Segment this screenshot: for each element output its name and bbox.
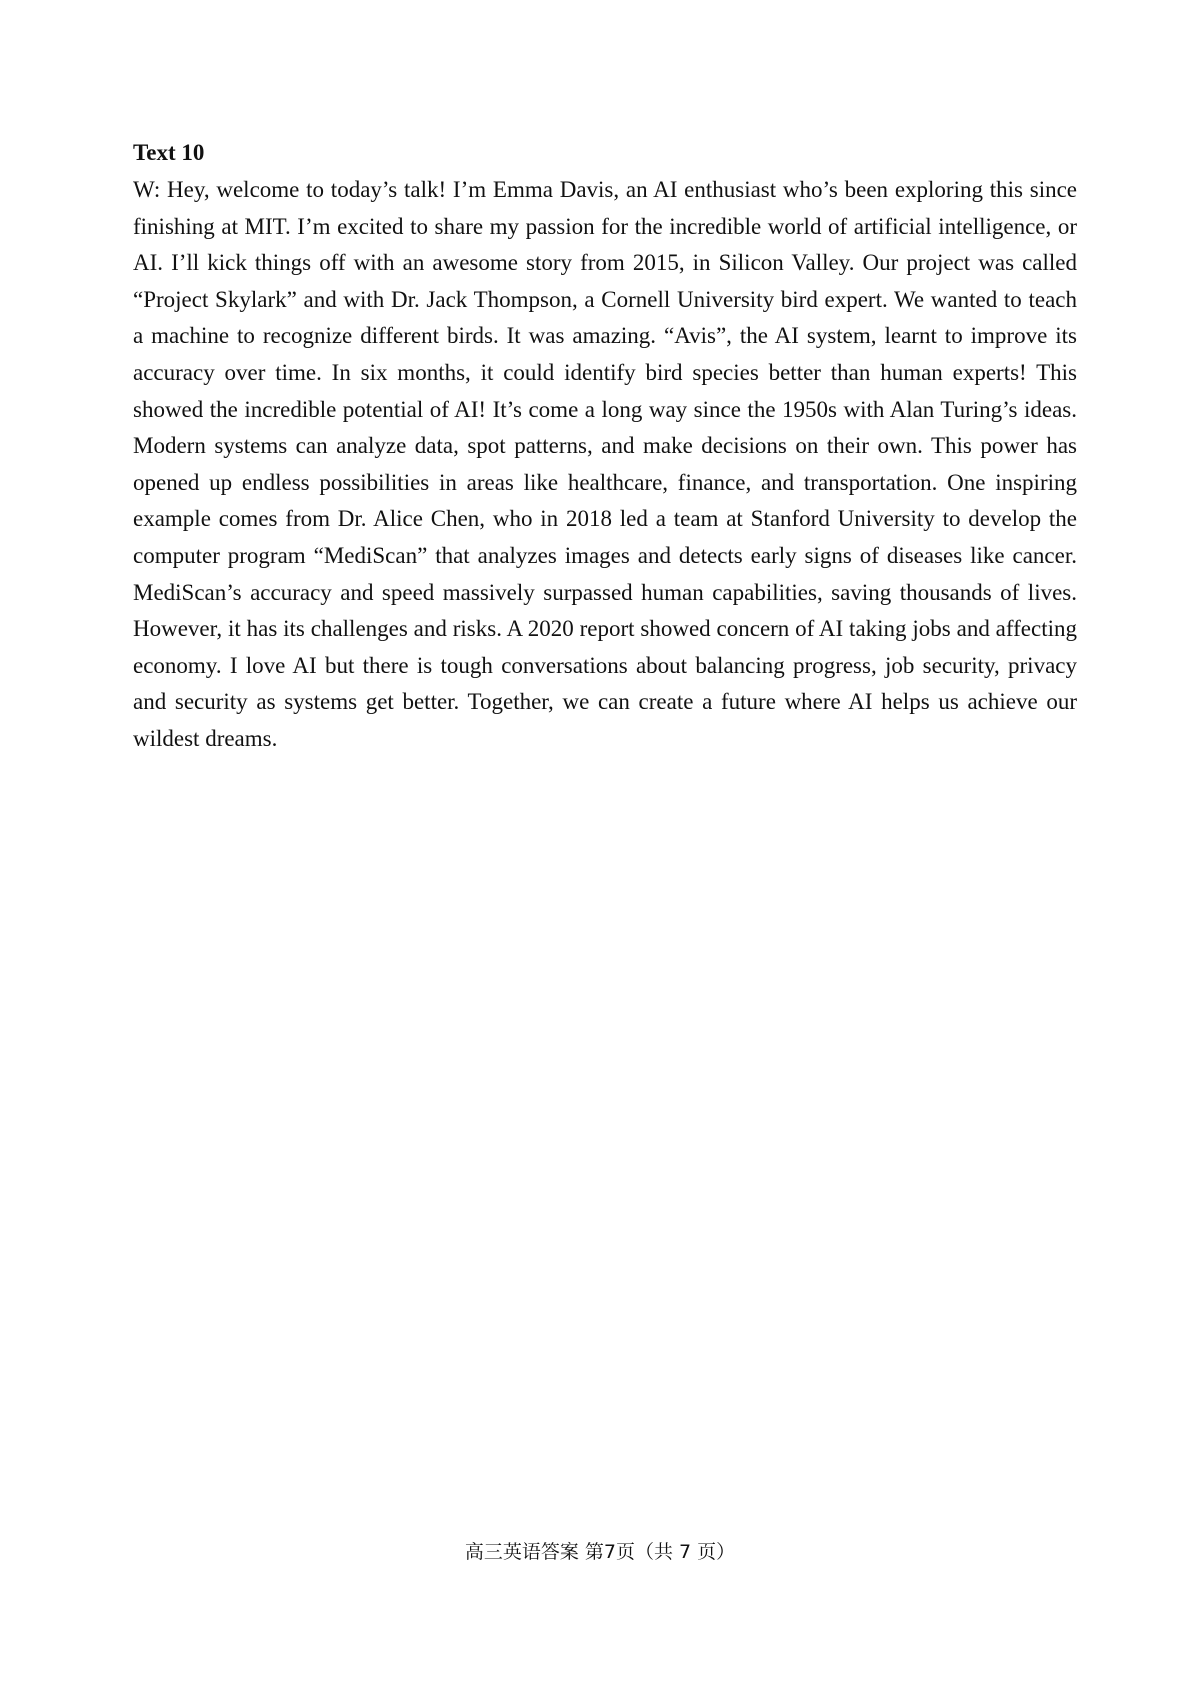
transcript-paragraph: W: Hey, welcome to today’s talk! I’m Emma Davis, an AI enthusiast who’s been exploring this since finishing at MIT. I’m excited to share my passion for the incredible world of artificial intelligence, or AI. I’ll kick things off with an awesome story from 2015, in Silicon Valley. Our project was called “Project Skylark” and with Dr. Jack Thompson, a Cornell University bird expert. We wanted to teach a machine to recognize different birds. It was amazing. “Avis”, the AI system, learnt to improve its accuracy over time. In six months, it could identify bird species better than human experts! This showed the incredible potential of AI! It’s come a long way since the 1950s with Alan Turing’s ideas. Modern systems can analyze data, spot patterns, and make decisions on their own. This power has opened up endless possibilities in areas like healthcare, finance, and transportation. One inspiring example comes from Dr. Alice Chen, who in 2018 led a team at Stanford University to develop the computer program “MediScan” that analyzes images and detects early signs of diseases like cancer. MediScan’s accuracy and speed massively surpassed human capabilities, saving thousands of lives. However, it has its challenges and risks. A 2020 report showed concern of AI taking jobs and affecting economy. I love AI but there is tough conversations about balancing progress, job security, privacy and security as systems get better. Together, we can create a future where AI helps us achieve our wildest dreams. — [133, 177, 1077, 751]
section-title: Text 10 — [133, 140, 205, 165]
document-body — [133, 136, 1077, 758]
page-footer: 高三英语答案 第7页（共 7 页） — [464, 1541, 736, 1563]
